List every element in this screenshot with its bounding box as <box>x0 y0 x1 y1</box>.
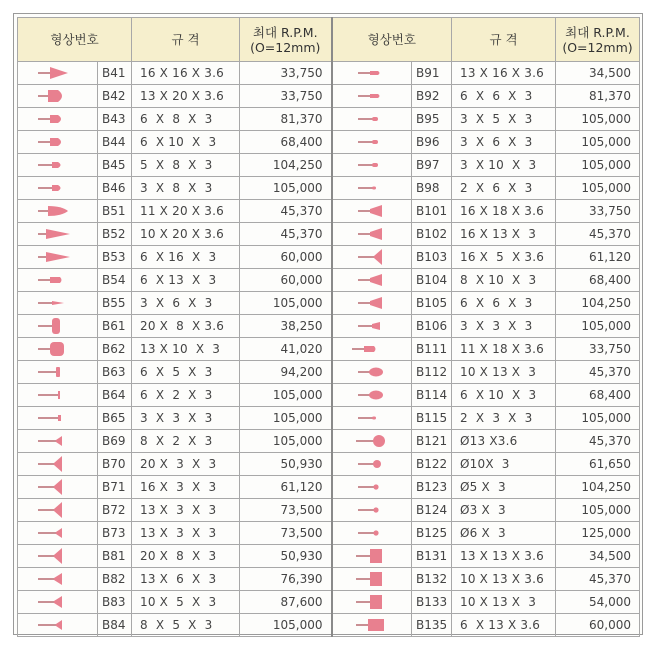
shape-cell <box>18 338 98 361</box>
shape-cell <box>18 384 98 407</box>
shape-cell <box>332 361 412 384</box>
small-wheel-icon <box>28 410 88 426</box>
spec-value: 10 X 13 X 3 <box>452 591 556 614</box>
spec-value: 6 X 10 X 3 <box>452 384 556 407</box>
shape-cell <box>18 85 98 108</box>
shape-cell <box>332 407 412 430</box>
spec-value: 20 X 8 X 3 <box>132 545 240 568</box>
spec-value: 3 X 3 X 3 <box>132 407 240 430</box>
shape-cell <box>18 614 98 637</box>
inv-cone-small-icon <box>28 617 88 633</box>
table-row <box>18 476 640 499</box>
table-row <box>18 545 640 568</box>
shape-code: B55 <box>98 292 132 315</box>
max-rpm: 68,400 <box>556 269 640 292</box>
spec-value: 8 X 5 X 3 <box>132 614 240 637</box>
table-row <box>18 568 640 591</box>
shape-code: B123 <box>412 476 452 499</box>
shape-cell <box>18 591 98 614</box>
shape-code: B51 <box>98 200 132 223</box>
oval-point-icon <box>28 203 88 219</box>
max-rpm: 45,370 <box>240 200 332 223</box>
max-rpm: 33,750 <box>240 85 332 108</box>
spec-value: 20 X 8 X 3.6 <box>132 315 240 338</box>
max-rpm: 33,750 <box>556 200 640 223</box>
flare-icon <box>342 272 402 288</box>
spec-value: 16 X 18 X 3.6 <box>452 200 556 223</box>
max-rpm: 105,000 <box>556 407 640 430</box>
max-rpm: 105,000 <box>556 177 640 200</box>
pin-tiny-icon <box>342 410 402 426</box>
shape-code: B98 <box>412 177 452 200</box>
spec-value: 2 X 6 X 3 <box>452 177 556 200</box>
spec-value: 13 X 16 X 3.6 <box>452 62 556 85</box>
max-rpm: 76,390 <box>240 568 332 591</box>
shape-cell <box>332 269 412 292</box>
shape-code: B64 <box>98 384 132 407</box>
shape-cell <box>332 430 412 453</box>
shape-cell <box>18 499 98 522</box>
spec-value: 11 X 18 X 3.6 <box>452 338 556 361</box>
shape-code: B124 <box>412 499 452 522</box>
spec-value: 16 X 5 X 3.6 <box>452 246 556 269</box>
ball-small-icon <box>342 502 402 518</box>
max-rpm: 38,250 <box>240 315 332 338</box>
table-row <box>18 499 640 522</box>
shape-cell <box>332 131 412 154</box>
shape-cell <box>332 200 412 223</box>
shape-cell <box>18 62 98 85</box>
flare-tall-icon <box>342 249 402 265</box>
shape-code: B104 <box>412 269 452 292</box>
spec-value: 3 X 10 X 3 <box>452 154 556 177</box>
max-rpm: 61,650 <box>556 453 640 476</box>
max-rpm: 87,600 <box>240 591 332 614</box>
max-rpm: 125,000 <box>556 522 640 545</box>
shape-cell <box>18 269 98 292</box>
spec-value: 8 X 2 X 3 <box>132 430 240 453</box>
shape-code: B91 <box>412 62 452 85</box>
spec-value: 5 X 8 X 3 <box>132 154 240 177</box>
table-row <box>18 315 640 338</box>
spec-value: Ø13 X3.6 <box>452 430 556 453</box>
header-row <box>18 18 640 62</box>
spec-value: 6 X 13 X 3.6 <box>452 614 556 637</box>
shape-code: B92 <box>412 85 452 108</box>
shape-code: B114 <box>412 384 452 407</box>
shape-cell <box>18 407 98 430</box>
shape-cell <box>332 453 412 476</box>
shape-code: B73 <box>98 522 132 545</box>
spec-value: 6 X 13 X 3 <box>132 269 240 292</box>
table-row <box>18 361 640 384</box>
spec-value: 3 X 8 X 3 <box>132 177 240 200</box>
flare-icon <box>342 226 402 242</box>
pin-small-icon <box>342 134 402 150</box>
table-row <box>18 246 640 269</box>
spec-value: 6 X 2 X 3 <box>132 384 240 407</box>
shape-code: B82 <box>98 568 132 591</box>
shape-code: B84 <box>98 614 132 637</box>
shape-code: B101 <box>412 200 452 223</box>
max-rpm: 105,000 <box>240 384 332 407</box>
flare-icon <box>342 295 402 311</box>
flare-icon <box>342 203 402 219</box>
inv-cone-mid-icon <box>28 594 88 610</box>
shape-cell <box>332 384 412 407</box>
spec-value: 11 X 20 X 3.6 <box>132 200 240 223</box>
table-row <box>18 614 640 637</box>
max-rpm: 60,000 <box>556 614 640 637</box>
max-rpm: 104,250 <box>556 476 640 499</box>
shape-cell <box>332 177 412 200</box>
shape-code: B53 <box>98 246 132 269</box>
spec-value: 6 X 16 X 3 <box>132 246 240 269</box>
max-rpm: 105,000 <box>240 177 332 200</box>
inv-cone-small-icon <box>28 525 88 541</box>
shape-code: B103 <box>412 246 452 269</box>
inv-cone-big-icon <box>28 548 88 564</box>
max-rpm: 50,930 <box>240 453 332 476</box>
shape-cell <box>332 315 412 338</box>
bullet-icon <box>28 111 88 127</box>
spec-value: 13 X 13 X 3.6 <box>452 545 556 568</box>
long-cone-icon <box>28 226 88 242</box>
pin-round-icon <box>342 88 402 104</box>
max-rpm: 45,370 <box>556 223 640 246</box>
shape-cell <box>332 591 412 614</box>
table-row <box>18 430 640 453</box>
shape-cell <box>18 568 98 591</box>
shape-cell <box>18 131 98 154</box>
shape-code: B135 <box>412 614 452 637</box>
bullet-icon <box>28 134 88 150</box>
max-rpm: 45,370 <box>240 223 332 246</box>
shape-code: B70 <box>98 453 132 476</box>
header-shape-no-left: 형상번호 <box>18 18 132 62</box>
pin-round-icon <box>342 65 402 81</box>
table-row <box>18 338 640 361</box>
small-bullet-icon <box>28 180 88 196</box>
shape-cell <box>332 476 412 499</box>
table-row <box>18 292 640 315</box>
shape-code: B41 <box>98 62 132 85</box>
ball-small-icon <box>342 479 402 495</box>
shape-cell <box>332 246 412 269</box>
shape-code: B54 <box>98 269 132 292</box>
long-cone-icon <box>28 249 88 265</box>
spec-value: 3 X 6 X 3 <box>452 131 556 154</box>
shape-cell <box>332 108 412 131</box>
shape-cell <box>332 545 412 568</box>
inv-cone-mid-icon <box>28 571 88 587</box>
pin-tiny-icon <box>342 180 402 196</box>
spec-value: 6 X 5 X 3 <box>132 361 240 384</box>
max-rpm: 50,930 <box>240 545 332 568</box>
shape-code: B133 <box>412 591 452 614</box>
max-rpm: 81,370 <box>240 108 332 131</box>
max-rpm: 68,400 <box>240 131 332 154</box>
max-rpm: 61,120 <box>240 476 332 499</box>
egg-icon <box>342 364 402 380</box>
header-spec-right: 규 격 <box>452 18 556 62</box>
max-rpm: 105,000 <box>240 614 332 637</box>
egg-icon <box>342 387 402 403</box>
max-rpm: 60,000 <box>240 269 332 292</box>
spec-value: 8 X 10 X 3 <box>452 269 556 292</box>
inv-cone-big-icon <box>28 456 88 472</box>
shape-code: B65 <box>98 407 132 430</box>
max-rpm: 73,500 <box>240 522 332 545</box>
shape-cell <box>332 614 412 637</box>
ball-big-icon <box>342 433 402 449</box>
shape-cell <box>18 177 98 200</box>
table-row <box>18 269 640 292</box>
shape-code: B132 <box>412 568 452 591</box>
table-row <box>18 62 640 85</box>
table-row <box>18 591 640 614</box>
spec-value: 13 X 3 X 3 <box>132 522 240 545</box>
table-row <box>18 522 640 545</box>
max-rpm: 33,750 <box>556 338 640 361</box>
big-cylinder-icon <box>28 341 88 357</box>
table-row <box>18 453 640 476</box>
shape-cell <box>18 108 98 131</box>
round-bullet-icon <box>28 88 88 104</box>
spec-value: 10 X 13 X 3 <box>452 361 556 384</box>
drum-long-icon <box>342 617 402 633</box>
table-row <box>18 177 640 200</box>
spec-value: 10 X 13 X 3.6 <box>452 568 556 591</box>
shape-cell <box>332 62 412 85</box>
shape-code: B61 <box>98 315 132 338</box>
spec-value: 3 X 3 X 3 <box>452 315 556 338</box>
header-spec-left: 규 격 <box>132 18 240 62</box>
spec-value: 16 X 3 X 3 <box>132 476 240 499</box>
max-rpm: 105,000 <box>556 131 640 154</box>
spec-value: 6 X 6 X 3 <box>452 292 556 315</box>
shape-code: B45 <box>98 154 132 177</box>
table-row <box>18 131 640 154</box>
max-rpm: 34,500 <box>556 545 640 568</box>
table-row <box>18 85 640 108</box>
shape-cell <box>332 154 412 177</box>
drum-icon <box>342 571 402 587</box>
tall-cylinder-icon <box>28 318 88 334</box>
thin-point-icon <box>28 295 88 311</box>
spec-value: 13 X 3 X 3 <box>132 499 240 522</box>
max-rpm: 105,000 <box>556 108 640 131</box>
shape-code: B112 <box>412 361 452 384</box>
max-rpm: 45,370 <box>556 430 640 453</box>
shape-code: B105 <box>412 292 452 315</box>
header-rpm-left: 최대 R.P.M. (O=12mm) <box>240 18 332 62</box>
shape-code: B83 <box>98 591 132 614</box>
max-rpm: 68,400 <box>556 384 640 407</box>
tree-cone-icon <box>28 65 88 81</box>
shape-code: B111 <box>412 338 452 361</box>
shape-code: B62 <box>98 338 132 361</box>
max-rpm: 54,000 <box>556 591 640 614</box>
max-rpm: 60,000 <box>240 246 332 269</box>
max-rpm: 105,000 <box>556 154 640 177</box>
shape-code: B81 <box>98 545 132 568</box>
shape-cell <box>332 522 412 545</box>
max-rpm: 94,200 <box>240 361 332 384</box>
thin-wheel-icon <box>28 387 88 403</box>
shape-code: B63 <box>98 361 132 384</box>
shape-cell <box>18 154 98 177</box>
max-rpm: 105,000 <box>240 292 332 315</box>
max-rpm: 73,500 <box>240 499 332 522</box>
max-rpm: 105,000 <box>556 499 640 522</box>
max-rpm: 105,000 <box>240 407 332 430</box>
small-bullet-icon <box>28 157 88 173</box>
spec-value: 6 X 10 X 3 <box>132 131 240 154</box>
shape-code: B71 <box>98 476 132 499</box>
max-rpm: 105,000 <box>556 315 640 338</box>
spec-value: Ø5 X 3 <box>452 476 556 499</box>
grinding-stone-spec-table <box>17 17 640 637</box>
spec-value: 16 X 13 X 3 <box>452 223 556 246</box>
shape-cell <box>18 453 98 476</box>
shape-cell <box>332 85 412 108</box>
table-row <box>18 407 640 430</box>
shape-cell <box>18 246 98 269</box>
shape-code: B97 <box>412 154 452 177</box>
flare-small-icon <box>342 318 402 334</box>
max-rpm: 41,020 <box>240 338 332 361</box>
shape-code: B115 <box>412 407 452 430</box>
shape-cell <box>332 292 412 315</box>
shape-cell <box>18 315 98 338</box>
max-rpm: 45,370 <box>556 568 640 591</box>
shape-cell <box>332 338 412 361</box>
shape-cell <box>332 223 412 246</box>
shape-code: B122 <box>412 453 452 476</box>
shape-cell <box>332 568 412 591</box>
shape-cell <box>18 476 98 499</box>
shape-code: B52 <box>98 223 132 246</box>
shape-code: B72 <box>98 499 132 522</box>
spec-value: Ø3 X 3 <box>452 499 556 522</box>
drum-icon <box>342 594 402 610</box>
spec-value: 10 X 5 X 3 <box>132 591 240 614</box>
table-row <box>18 200 640 223</box>
spec-value: 10 X 20 X 3.6 <box>132 223 240 246</box>
spec-value: 20 X 3 X 3 <box>132 453 240 476</box>
shape-cell <box>18 200 98 223</box>
shape-code: B43 <box>98 108 132 131</box>
table-row <box>18 384 640 407</box>
spec-value: 3 X 6 X 3 <box>132 292 240 315</box>
shape-cell <box>18 522 98 545</box>
cylinder-round-icon <box>28 272 88 288</box>
max-rpm: 104,250 <box>556 292 640 315</box>
shape-code: B95 <box>412 108 452 131</box>
max-rpm: 104,250 <box>240 154 332 177</box>
table-row <box>18 108 640 131</box>
max-rpm: 81,370 <box>556 85 640 108</box>
spec-value: Ø10X 3 <box>452 453 556 476</box>
shape-code: B42 <box>98 85 132 108</box>
max-rpm: 45,370 <box>556 361 640 384</box>
spec-value: 6 X 8 X 3 <box>132 108 240 131</box>
shape-cell <box>332 499 412 522</box>
spec-value: 13 X 6 X 3 <box>132 568 240 591</box>
shape-cell <box>18 292 98 315</box>
drum-icon <box>342 548 402 564</box>
shape-code: B69 <box>98 430 132 453</box>
ball-small-icon <box>342 525 402 541</box>
inv-cone-small-icon <box>28 433 88 449</box>
shape-code: B121 <box>412 430 452 453</box>
wheel-icon <box>28 364 88 380</box>
shape-cell <box>18 430 98 453</box>
shape-code: B44 <box>98 131 132 154</box>
pin-small-icon <box>342 111 402 127</box>
cylinder-round-icon <box>342 341 402 357</box>
shape-cell <box>18 223 98 246</box>
pin-small-icon <box>342 157 402 173</box>
shape-code: B131 <box>412 545 452 568</box>
inv-cone-big-icon <box>28 502 88 518</box>
spec-value: 13 X 10 X 3 <box>132 338 240 361</box>
table-row <box>18 223 640 246</box>
max-rpm: 34,500 <box>556 62 640 85</box>
shape-code: B106 <box>412 315 452 338</box>
shape-code: B125 <box>412 522 452 545</box>
max-rpm: 105,000 <box>240 430 332 453</box>
spec-value: 16 X 16 X 3.6 <box>132 62 240 85</box>
max-rpm: 61,120 <box>556 246 640 269</box>
shape-cell <box>18 361 98 384</box>
max-rpm: 33,750 <box>240 62 332 85</box>
shape-cell <box>18 545 98 568</box>
ball-mid-icon <box>342 456 402 472</box>
spec-value: 13 X 20 X 3.6 <box>132 85 240 108</box>
spec-value: 3 X 5 X 3 <box>452 108 556 131</box>
inv-cone-big-icon <box>28 479 88 495</box>
spec-table-frame <box>13 13 643 635</box>
shape-code: B96 <box>412 131 452 154</box>
shape-code: B46 <box>98 177 132 200</box>
spec-value: Ø6 X 3 <box>452 522 556 545</box>
header-rpm-right: 최대 R.P.M. (O=12mm) <box>556 18 640 62</box>
header-shape-no-right: 형상번호 <box>332 18 452 62</box>
shape-code: B102 <box>412 223 452 246</box>
table-row <box>18 154 640 177</box>
spec-value: 2 X 3 X 3 <box>452 407 556 430</box>
spec-value: 6 X 6 X 3 <box>452 85 556 108</box>
